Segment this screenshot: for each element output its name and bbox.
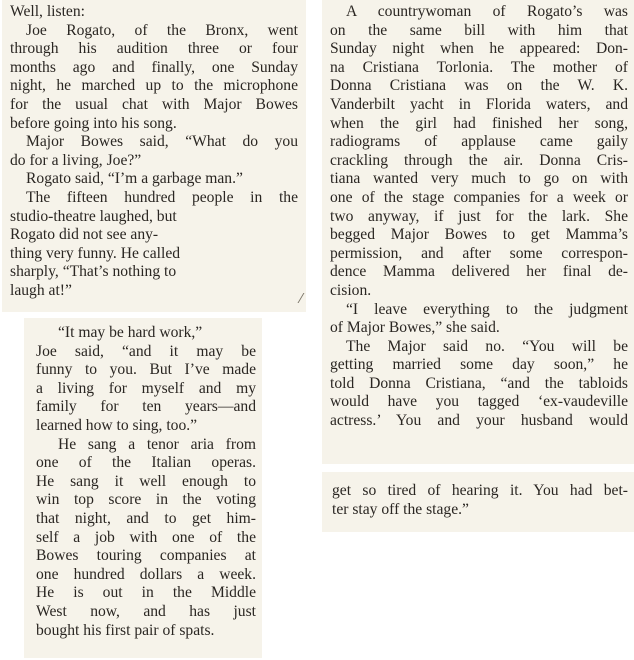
text-line: crackling through the air. Donna Cris- [330, 151, 628, 169]
text-line: He sang a tenor aria from [58, 435, 256, 453]
text-line: one of the Italian operas. [36, 454, 256, 472]
text-line: months ago and finally, one Sunday [10, 58, 298, 76]
text-line: Major Bowes said, “What do you [26, 133, 298, 151]
text-line: that night, and to get him- [36, 509, 256, 527]
article-clipping-a [2, 0, 306, 312]
text-line: on the same bill with him that [330, 21, 628, 39]
text-line: one hundred dollars a week. [36, 565, 256, 583]
text-line: through his audition three or four [10, 40, 298, 58]
text-line: actress.’ You and your husband would [330, 412, 628, 430]
text-line: of Major Bowes,” she said. [330, 319, 500, 337]
article-clipping-b [24, 318, 262, 658]
text-line: tiana wanted very much to go on with [330, 170, 628, 188]
text-line: do for a living, Joe?” [10, 151, 142, 169]
text-line: Joe said, “and it may be [36, 342, 256, 360]
article-clipping-d [322, 472, 634, 532]
text-line: for the usual chat with Major Bowes [10, 95, 298, 113]
text-line: learned how to sing, too.” [36, 416, 198, 434]
text-line: The fifteen hundred people in the [26, 188, 298, 206]
text-line: Vanderbilt yacht in Florida waters, and [330, 95, 628, 113]
text-line: family for ten years—and [36, 398, 256, 416]
text-line: getting married some day soon,” he [330, 356, 628, 374]
text-line: Bowes touring companies at [36, 547, 256, 565]
text-line: sharply, “That’s nothing to [10, 263, 177, 281]
text-line: dence Mamma delivered her final de- [330, 263, 628, 281]
text-line: get so tired of hearing it. You had bet- [332, 482, 628, 499]
text-line: laugh at!” [10, 281, 72, 299]
text-line: told Donna Cristiana, “and the tabloids [330, 374, 628, 392]
text-line: cision. [330, 281, 372, 299]
text-line: radiograms of applause came gaily [330, 133, 628, 151]
text-line: “I leave everything to the judgment [346, 300, 628, 318]
text-line: He is out in the Middle [36, 584, 256, 602]
text-line: one of the stage companies for a week or [330, 188, 628, 206]
text-line: self a job with one of the [36, 528, 256, 546]
text-line: bought his first pair of spats. [36, 621, 215, 639]
text-line: when the girl had finished her song, [330, 114, 628, 132]
text-line: would have you tagged ‘ex-vaudeville [330, 393, 628, 411]
text-line: “It may be hard work,” [58, 324, 203, 341]
text-line: Rogato did not see any- [10, 226, 159, 244]
text-line: A countrywoman of Rogato’s was [346, 3, 628, 20]
text-line: before going into his song. [10, 114, 177, 132]
text-line: Well, listen: [10, 3, 85, 20]
text-line: Donna Cristiana was on the W. K. [330, 77, 628, 95]
corner-mark: ⁄ [299, 292, 302, 308]
text-line: funny to you. But I’ve made [36, 361, 256, 379]
text-line: The Major said no. “You will be [346, 337, 628, 355]
text-line: Sunday night when he appeared: Don- [330, 40, 628, 58]
text-line: a living for myself and my [36, 379, 256, 397]
text-line: Joe Rogato, of the Bronx, went [26, 21, 298, 39]
text-line: studio-theatre laughed, but [10, 207, 177, 225]
article-clipping-c [322, 0, 634, 464]
text-line: two anyway, if just for the lark. She [330, 207, 628, 225]
text-line: ter stay off the stage.” [332, 500, 469, 518]
text-line: Rogato said, “I’m a garbage man.” [26, 170, 243, 188]
text-line: permission, and after some correspon- [330, 244, 628, 262]
text-line: win top score in the voting [36, 491, 256, 509]
text-line: West now, and has just [36, 602, 256, 620]
text-line: na Cristiana Torlonia. The mother of [330, 58, 628, 76]
text-line: thing very funny. He called [10, 244, 181, 262]
text-line: begged Major Bowes to get Mamma’s [330, 226, 628, 244]
text-line: night, he marched up to the microphone [10, 77, 298, 95]
text-line: He sang it well enough to [36, 472, 256, 490]
